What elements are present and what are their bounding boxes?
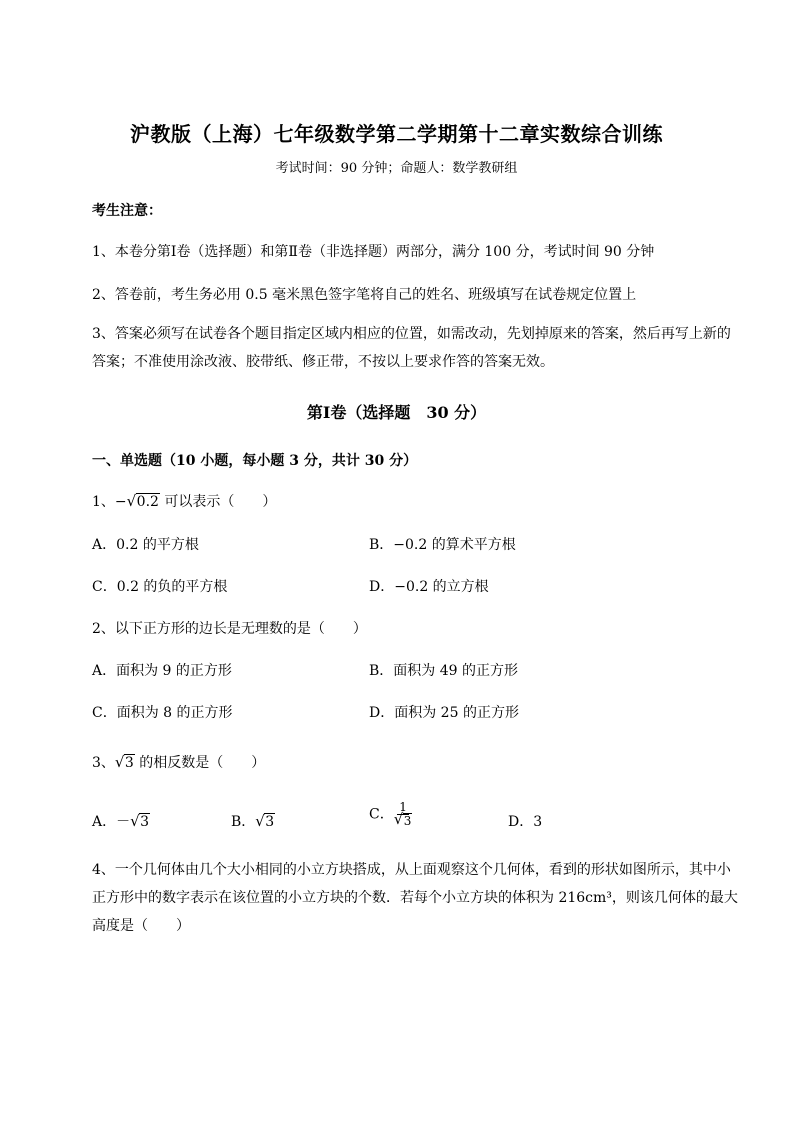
q3-c-prefix: C．: [369, 806, 394, 823]
q1-b-math: −0.2: [393, 537, 428, 553]
q1-option-b[interactable]: [369, 534, 516, 554]
fraction: [394, 801, 413, 828]
sqrt-symbol: [115, 755, 135, 771]
q3-c-numerator: 1: [399, 800, 407, 814]
q3-option-a[interactable]: [92, 811, 150, 831]
part-heading: 一、单选题（10 小题，每小题 3 分，共计 30 分）: [92, 453, 418, 469]
notice-item-1: 1、本卷分第Ⅰ卷（选择题）和第Ⅱ卷（非选择题）两部分，满分 100 分，考试时间 90 分钟: [92, 244, 655, 260]
q3-suffix: 的相反数是（ ）: [134, 755, 266, 771]
q3-a-radicand: 3: [140, 814, 150, 830]
q3-c-denominator: 3: [403, 814, 412, 828]
q1-option-c[interactable]: C．0.2 的负的平方根: [92, 579, 228, 595]
question-1: [92, 491, 276, 511]
question-2: 2、以下正方形的边长是无理数的是（ ）: [92, 621, 367, 637]
q2-option-c[interactable]: C．面积为 8 的正方形: [92, 705, 233, 721]
section-title: 第Ⅰ卷（选择题 30 分）: [306, 403, 487, 422]
q1-b-suffix: 的算术平方根: [427, 537, 516, 553]
q2-option-a[interactable]: A．面积为 9 的正方形: [92, 663, 232, 679]
q3-a-prefix: A．－: [92, 814, 131, 830]
q3-option-d[interactable]: D．3: [508, 814, 543, 830]
q1-b-prefix: B．: [369, 537, 394, 553]
question-3: [92, 752, 265, 772]
q3-option-c[interactable]: [369, 801, 412, 828]
q1-d-math: −0.2: [394, 579, 429, 595]
q3-radicand: 3: [124, 755, 134, 771]
q1-minus: −: [114, 494, 127, 510]
q1-option-d[interactable]: [369, 576, 489, 596]
q3-b-prefix: B．: [231, 814, 256, 830]
sqrt-symbol: [255, 814, 275, 830]
q2-option-d[interactable]: D．面积为 25 的正方形: [369, 705, 519, 721]
notice-heading: 考生注意：: [92, 203, 162, 219]
notice-item-2: 2、答卷前，考生务必用 0.5 毫米黑色签字笔将自己的姓名、班级填写在试卷规定位置上: [92, 287, 637, 303]
q2-option-b[interactable]: B．面积为 49 的正方形: [369, 663, 519, 679]
notice-item-3: 3、答案必须写在试卷各个题目指定区域内相应的位置，如需改动，先划掉原来的答案，然后再写上新的答案；不准使用涂改液、胶带纸、修正带，不按以上要求作答的答案无效。: [92, 326, 731, 370]
page-title: 沪教版（上海）七年级数学第二学期第十二章实数综合训练: [130, 122, 663, 146]
q1-d-suffix: 的立方根: [428, 579, 489, 595]
q1-suffix: 可以表示（ ）: [159, 494, 277, 510]
sqrt-symbol: [394, 815, 413, 828]
sqrt-symbol: [130, 814, 150, 830]
q3-option-b[interactable]: [231, 811, 275, 831]
sqrt-symbol: [127, 494, 160, 510]
q3-prefix: 3、: [92, 755, 115, 771]
q1-radicand: 0.2: [136, 494, 159, 510]
question-4: 4、一个几何体由几个大小相同的小立方块搭成，从上面观察这个几何体，看到的形状如图所示，其中小正方形中的数字表示在该位置的小立方块的个数．若每个小立方块的体积为 216cm³，则该几何体的最大高度是（ ）: [92, 862, 738, 934]
exam-info: 考试时间：90 分钟；命题人：数学教研组: [275, 161, 518, 176]
q1-option-a[interactable]: A．0.2 的平方根: [92, 537, 199, 553]
q3-b-radicand: 3: [265, 814, 275, 830]
q1-d-prefix: D．: [369, 579, 395, 595]
q1-prefix: 1、: [92, 494, 115, 510]
